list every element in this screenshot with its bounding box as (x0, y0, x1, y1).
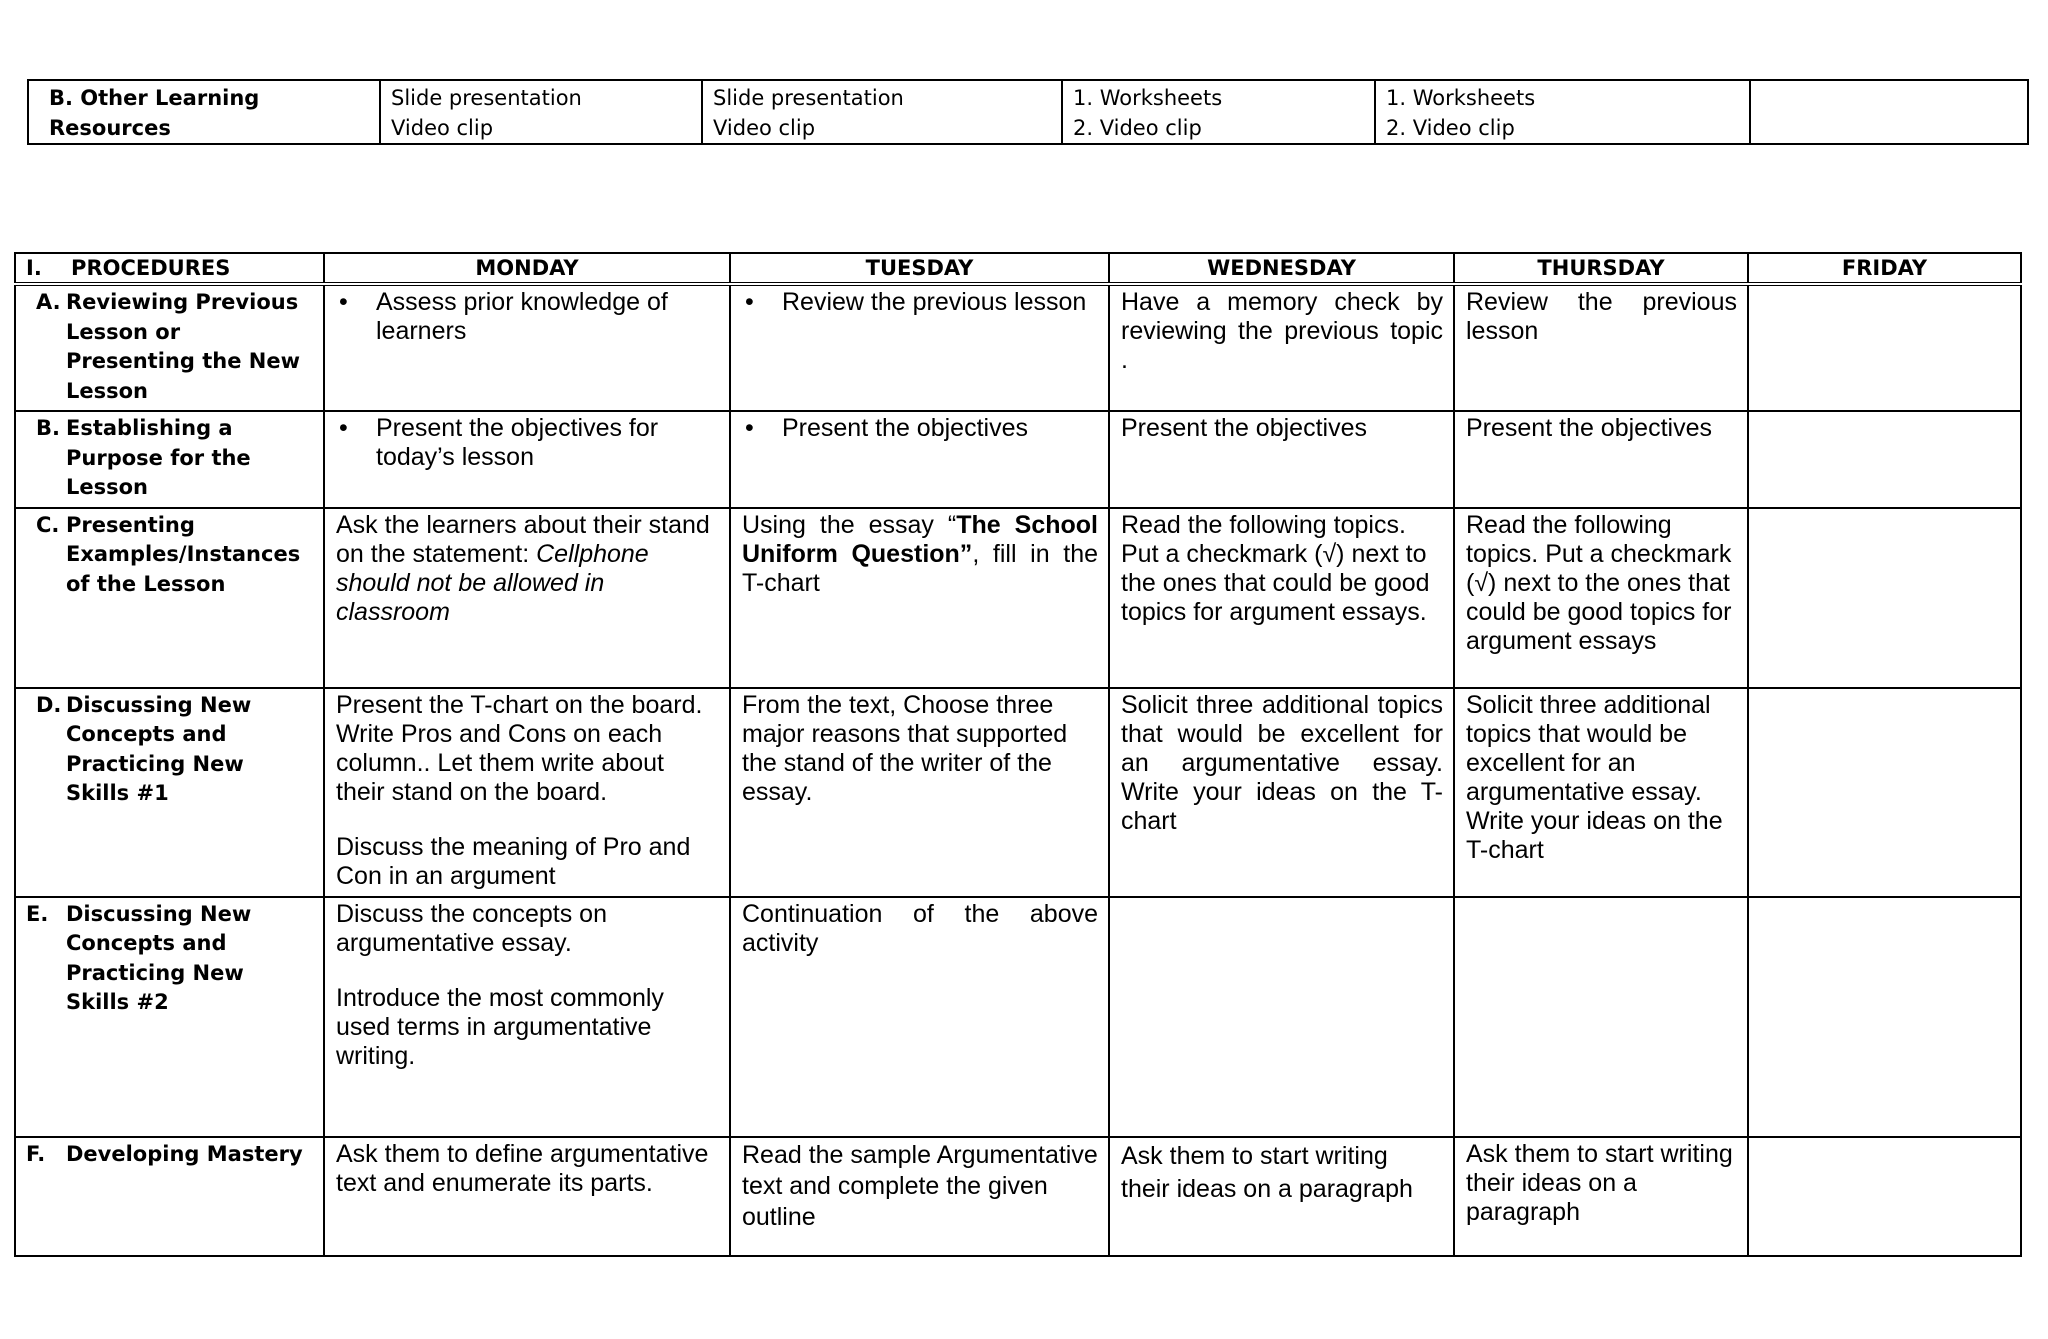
cell-tuesday (730, 284, 1109, 411)
cell-wednesday (1109, 897, 1454, 1137)
cell-friday (1748, 897, 2021, 1137)
row-title: Reviewing Previous Lesson or Presenting the New Lesson (66, 290, 300, 403)
cell-monday (324, 284, 730, 411)
bullet-item: • Present the objectives for today’s lesson (376, 414, 719, 472)
cell-thursday: Review the previous lesson (1454, 284, 1748, 411)
cell-text: Ask the learners about their stand on the statement: (336, 510, 710, 568)
cell-tuesday: From the text, Choose three major reasons that supported the stand of the writer of the essay. (730, 688, 1109, 897)
row-letter: B. (36, 416, 60, 440)
cell-monday (324, 897, 730, 1137)
cell-paragraph: Introduce the most commonly used terms in argumentative writing. (336, 983, 664, 1070)
procedure-row-c (15, 508, 2021, 688)
resources-monday (380, 80, 702, 144)
cell-thursday: Read the following topics. Put a checkmark (√) next to the ones that could be good topics for argument essays (1454, 508, 1748, 688)
other-learning-resources-table (27, 79, 2029, 145)
procedure-row-b (15, 411, 2021, 508)
row-letter: A. (36, 290, 61, 314)
cell-wednesday: Read the following topics. Put a checkmark (√) next to the ones that could be good topics for argument essays. (1109, 508, 1454, 688)
row-label (15, 1137, 324, 1256)
row-title: Discussing New Concepts and Practicing New Skills #1 (66, 692, 252, 805)
resource-item: 1. Worksheets (1073, 86, 1223, 110)
procedure-row-d (15, 688, 2021, 897)
cell-tuesday (730, 508, 1109, 688)
procedures-header-row (15, 253, 2021, 284)
cell-monday: Ask them to define argumentative text and enumerate its parts. (324, 1137, 730, 1256)
row-label (15, 897, 324, 1137)
row-label (15, 688, 324, 897)
row-title: Presenting Examples/Instances of the Lesson (66, 512, 301, 596)
resource-item: Slide presentation (713, 86, 904, 110)
day-header-wednesday: WEDNESDAY (1109, 253, 1454, 284)
cell-thursday: Ask them to start writing their ideas on a paragraph (1454, 1137, 1748, 1256)
cell-friday (1748, 284, 2021, 411)
cell-friday (1748, 508, 2021, 688)
cell-wednesday: Solicit three additional topics that would be excellent for an argumentative essay. Write your ideas on the T-chart (1109, 688, 1454, 897)
resources-tuesday (702, 80, 1062, 144)
cell-friday (1748, 688, 2021, 897)
bullet-item: • Present the objectives (782, 414, 1098, 443)
day-header-monday: MONDAY (324, 253, 730, 284)
row-title: Developing Mastery (66, 1141, 303, 1166)
day-header-tuesday: TUESDAY (730, 253, 1109, 284)
essay-title: The School Uniform Question” (742, 510, 1098, 568)
cell-wednesday: Ask them to start writing their ideas on a paragraph (1109, 1137, 1454, 1256)
day-header-thursday: THURSDAY (1454, 253, 1748, 284)
procedures-table (14, 252, 2022, 1257)
cell-text: , fill in the T-chart (742, 539, 1099, 597)
cell-monday (324, 688, 730, 897)
procedures-roman: I. (26, 256, 42, 280)
resources-thursday (1375, 80, 1750, 144)
cell-monday (324, 411, 730, 508)
cell-wednesday: Present the objectives (1109, 411, 1454, 508)
row-label (15, 411, 324, 508)
resource-item: 2. Video clip (1386, 116, 1515, 140)
row-letter: E. (26, 901, 49, 926)
cell-paragraph: Present the T-chart on the board. Write Pros and Cons on each column.. Let them write about their stand on the board. (336, 690, 703, 806)
statement-text: Cellphone should not be allowed in classroom (336, 539, 649, 626)
resource-item: 1. Worksheets (1386, 86, 1536, 110)
bullet-item: • Review the previous lesson (782, 288, 1098, 317)
cell-thursday (1454, 897, 1748, 1137)
cell-tuesday: Read the sample Argumentative text and complete the given outline (730, 1137, 1109, 1256)
cell-thursday: Solicit three additional topics that would be excellent for an argumentative essay. Write your ideas on the T-chart (1454, 688, 1748, 897)
resources-label: B. Other Learning Resources (28, 80, 380, 144)
row-title: Establishing a Purpose for the Lesson (66, 416, 251, 499)
cell-wednesday: Have a memory check by reviewing the previous topic . (1109, 284, 1454, 411)
resources-wednesday (1062, 80, 1375, 144)
cell-tuesday: Continuation of the above activity (730, 897, 1109, 1137)
procedures-heading (15, 253, 324, 284)
cell-thursday: Present the objectives (1454, 411, 1748, 508)
procedure-row-a (15, 284, 2021, 411)
cell-monday (324, 508, 730, 688)
row-label (15, 284, 324, 411)
resource-item: 2. Video clip (1073, 116, 1202, 140)
resources-friday (1750, 80, 2028, 144)
row-label (15, 508, 324, 688)
procedure-row-f (15, 1137, 2021, 1256)
resource-item: Slide presentation (391, 86, 582, 110)
procedure-row-e (15, 897, 2021, 1137)
row-letter: F. (26, 1141, 46, 1166)
cell-text: Using the essay “ (742, 510, 957, 539)
day-header-friday: FRIDAY (1748, 253, 2021, 284)
resources-row (28, 80, 2028, 144)
cell-friday (1748, 1137, 2021, 1256)
cell-friday (1748, 411, 2021, 508)
procedures-title: PROCEDURES (71, 256, 231, 280)
row-title: Discussing New Concepts and Practicing New Skills #2 (66, 901, 252, 1014)
resource-item: Video clip (391, 116, 494, 140)
cell-paragraph: Discuss the meaning of Pro and Con in an argument (336, 832, 691, 890)
row-letter: D. (36, 692, 62, 717)
bullet-item: • Assess prior knowledge of learners (376, 288, 719, 346)
resource-item: Video clip (713, 116, 816, 140)
cell-paragraph: Discuss the concepts on argumentative essay. (336, 899, 607, 957)
row-letter: C. (36, 512, 60, 537)
cell-tuesday (730, 411, 1109, 508)
